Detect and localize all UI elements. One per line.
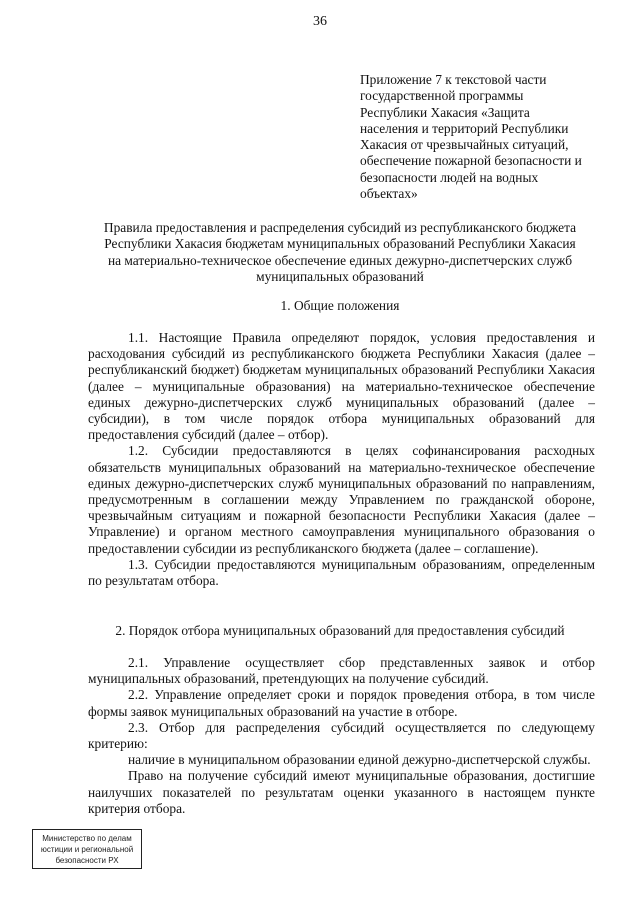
paragraph-2-2: 2.2. Управление определяет сроки и порядок проведения отбора, в том числе формы заявок муниципальных образований на участие в отборе. bbox=[88, 687, 595, 719]
section-2-body bbox=[88, 655, 595, 817]
paragraph-1-1: 1.1. Настоящие Правила определяют порядок, условия предоставления и расходования субсидий из республиканского бюджета Республики Хакасия (далее – республиканский бюджет) бюджетам муниципальных образований Республики Хакасия (далее – муниципальные образования) на материально-техническое обеспечение единых дежурно-диспетчерских служб муниципальных образований (далее – субсидии), в том числе порядок отбора муниципальных образований для предоставления субсидий (далее – отбор). bbox=[88, 330, 595, 443]
appendix-line: объектах» bbox=[360, 186, 418, 202]
registration-stamp bbox=[32, 829, 142, 869]
paragraph-2-3: 2.3. Отбор для распределения субсидий осуществляется по следующему критерию: bbox=[88, 719, 595, 752]
paragraph-1-3: 1.3. Субсидии предоставляются муниципальным образованиям, определенным по результатам отбора. bbox=[88, 556, 595, 589]
paragraph-right: Право на получение субсидий имеют муниципальные образования, достигшие наилучших показателей по результатам оценки указанного в настоящем пункте критерия отбора. bbox=[88, 768, 595, 816]
title-line: на материально-техническое обеспечение единых дежурно-диспетчерских служб bbox=[107, 252, 573, 268]
appendix-line: безопасности людей на водных bbox=[360, 169, 539, 185]
appendix-line: обеспечение пожарной безопасности и bbox=[360, 153, 582, 169]
stamp-line: безопасности РХ bbox=[55, 856, 119, 865]
paragraph-criterion: наличие в муниципальном образовании единой дежурно-диспетчерской службы. bbox=[128, 752, 591, 768]
title-line: Правила предоставления и распределения субсидий из республиканского бюджета bbox=[103, 220, 577, 235]
appendix-line: Хакасия от чрезвычайных ситуаций, bbox=[360, 137, 569, 153]
paragraph-1-2: 1.2. Субсидии предоставляются в целях софинансирования расходных обязательств муниципальных образований на материально-техническое обеспечение единых дежурно-диспетчерских служб муниципальных образований по направлениям, предусмотренным в соглашении между Управлением по гражданской обороне, чрезвычайным ситуациям и пожарной безопасности Республики Хакасия (далее – Управление) и органом местного самоуправления муниципального образования о предоставлении субсидии из республиканского бюджета (далее – соглашение). bbox=[88, 443, 595, 556]
appendix-line: населения и территорий Республики bbox=[360, 120, 569, 136]
appendix-line: Приложение 7 к текстовой части bbox=[360, 72, 547, 87]
paragraph-2-1: 2.1. Управление осуществляет сбор представленных заявок и отбор муниципальных образований, претендующих на получение субсидий. bbox=[88, 655, 595, 687]
appendix-line: государственной программы bbox=[360, 88, 524, 104]
appendix-note bbox=[360, 72, 600, 202]
section-1-body bbox=[88, 330, 595, 589]
title-line: муниципальных образований bbox=[256, 268, 424, 284]
title-line: Республики Хакасия бюджетам муниципальных образований Республики Хакасия bbox=[104, 236, 576, 252]
stamp-line: Министерство по делам bbox=[42, 834, 132, 843]
stamp-line: юстиции и региональной bbox=[40, 845, 134, 854]
page-number: 36 bbox=[313, 14, 327, 29]
document-title bbox=[70, 220, 610, 285]
appendix-line: Республики Хакасия «Защита bbox=[360, 104, 530, 120]
section-2-heading: 2. Порядок отбора муниципальных образований для предоставления субсидий bbox=[115, 623, 565, 638]
section-1-heading: 1. Общие положения bbox=[280, 298, 400, 313]
